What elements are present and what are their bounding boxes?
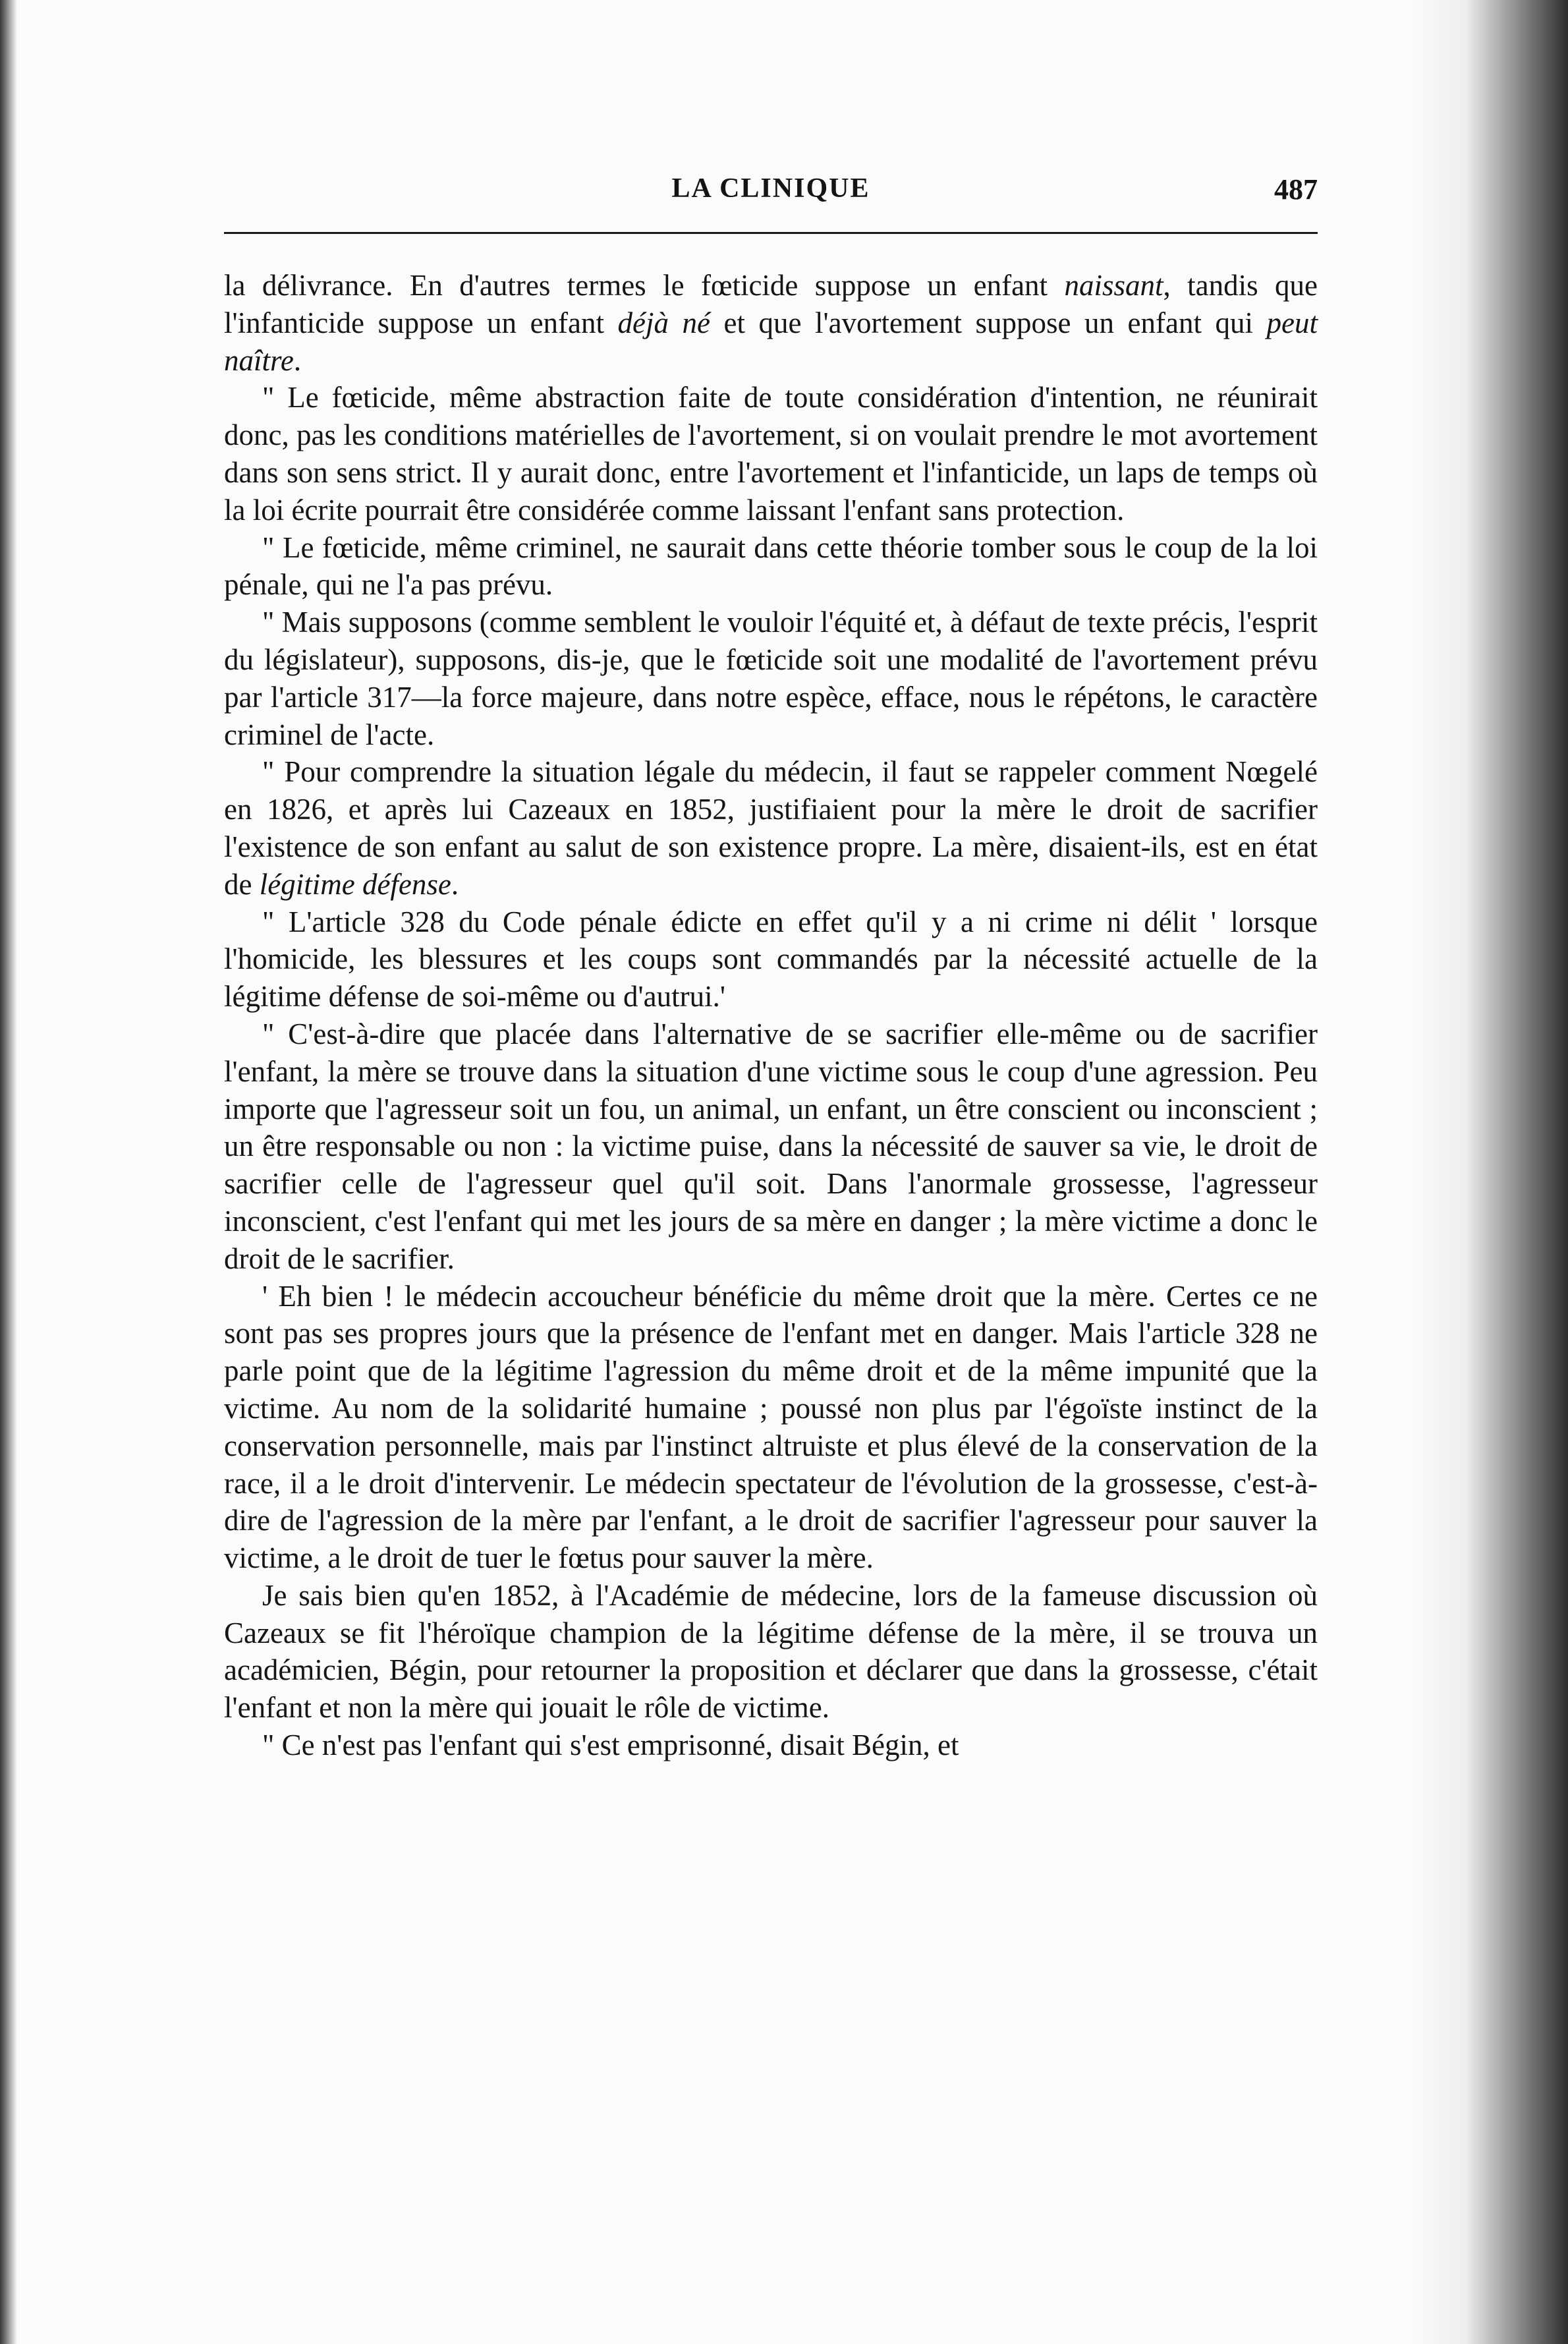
paragraph — [224, 753, 1318, 903]
paragraph — [224, 267, 1318, 379]
running-title: LA CLINIQUE — [671, 173, 870, 204]
italic-run: naissant — [1064, 269, 1163, 302]
paragraph — [224, 1015, 1318, 1278]
text-run: " Le fœticide, même abstraction faite de toute considération d'intention, ne réunirait donc, pas les conditions matérielles de l'avortement, si on voulait prendre le mot avortement dans son sens strict. Il y aurait donc, entre l'avortement et l'infanticide, un laps de temps où la loi écrite pourrait être considérée comme laissant l'enfant sans protection. — [224, 381, 1318, 527]
paragraph — [224, 1577, 1318, 1727]
italic-run: légitime défense — [259, 867, 451, 901]
text-run: Je sais bien qu'en 1852, à l'Académie de médecine, lors de la fameuse discussion où Cazeaux se fit l'héroïque champion de la légitime défense de la mère, il se trouva un académicien, Bégin, pour retourner la proposition et déclarer que dans la grossesse, c'était l'enfant et non la mère qui jouait le rôle de victime. — [224, 1578, 1318, 1725]
scan-shadow-right — [1410, 0, 1568, 2344]
text-run: " Mais supposons (comme semblent le vouloir l'équité et, à défaut de texte précis, l'esprit du législateur), supposons, dis-je, que le fœticide soit une modalité de l'avortement prévu par l'article 317—la force majeure, dans notre espèce, efface, nous le répétons, le caractère criminel de l'acte. — [224, 606, 1318, 751]
scan-shadow-left — [0, 0, 17, 2344]
paragraph — [224, 1278, 1318, 1577]
text-run: " L'article 328 du Code pénale édicte en effet qu'il y a ni crime ni délit ' lorsque l'homicide, les blessures et les coups sont commandés par la nécessité actuelle de la légitime défense de soi-même ou d'autrui.' — [224, 905, 1318, 1014]
paragraph — [224, 903, 1318, 1015]
text-run: " C'est-à-dire que placée dans l'alternative de se sacrifier elle-même ou de sacrifier l'enfant, la mère se trouve dans la situation d'une victime sous le coup d'une agression. Peu importe que l'agresseur soit un fou, un animal, un enfant, un être conscient ou inconscient ; un être responsable ou non : la victime puise, dans la nécessité de sauver sa vie, le droit de sacrifier celle de l'agresseur quel qu'il soit. Dans l'anormale grossesse, l'agresseur inconscient, c'est l'enfant qui met les jours de sa mère en danger ; la mère victime a donc le droit de le sacrifier. — [224, 1017, 1318, 1275]
paragraph — [224, 1727, 1318, 1764]
paragraph — [224, 529, 1318, 604]
paragraph — [224, 604, 1318, 753]
text-run: et que l'avortement suppose un enfant qui — [710, 306, 1267, 339]
page-number: 487 — [1274, 173, 1318, 206]
body-text — [224, 267, 1318, 1764]
text-run: . — [293, 343, 302, 377]
paragraph — [224, 379, 1318, 529]
text-run: " Le fœticide, même criminel, ne saurait dans cette théorie tomber sous le coup de la loi pénale, qui ne l'a pas prévu. — [224, 530, 1318, 602]
text-run: , tandis que l'infanticide suppose un enfant — [224, 269, 1318, 339]
text-run: . — [451, 867, 459, 901]
text-run: la délivrance. En d'autres termes le fœticide suppose un enfant — [224, 269, 1065, 302]
running-head — [224, 173, 1318, 212]
italic-run: déjà né — [617, 306, 710, 339]
text-run: " Pour comprendre la situation légale du médecin, il faut se rappeler comment Nœgelé en 1826, et après lui Cazeaux en 1852, justifiaient pour la mère le droit de sacrifier l'existence de son enfant au salut de son existence propre. La mère, disaient-ils, est en état de — [224, 755, 1318, 901]
italic-run: peut naître — [224, 306, 1318, 377]
text-run: " Ce n'est pas l'enfant qui s'est emprisonné, disait Bégin, et — [262, 1729, 959, 1762]
header-rule — [224, 232, 1318, 234]
text-run: ' Eh bien ! le médecin accoucheur bénéficie du même droit que la mère. Certes ce ne sont pas ses propres jours que la présence de l'enfant met en danger. Mais l'article 328 ne parle point que de la légitime l'agression du même droit et de la même impunité que la victime. Au nom de la solidarité humaine ; poussé non plus par l'égoïste instinct de la conservation personnelle, mais par l'instinct altruiste et plus élevé de la conservation de la race, il a le droit d'intervenir. Le médecin spectateur de l'évolution de la grossesse, c'est-à-dire de l'agression de la mère par l'enfant, a le droit de sacrifier l'agresseur pour sauver la victime, a le droit de tuer le fœtus pour sauver la mère. — [224, 1279, 1318, 1575]
